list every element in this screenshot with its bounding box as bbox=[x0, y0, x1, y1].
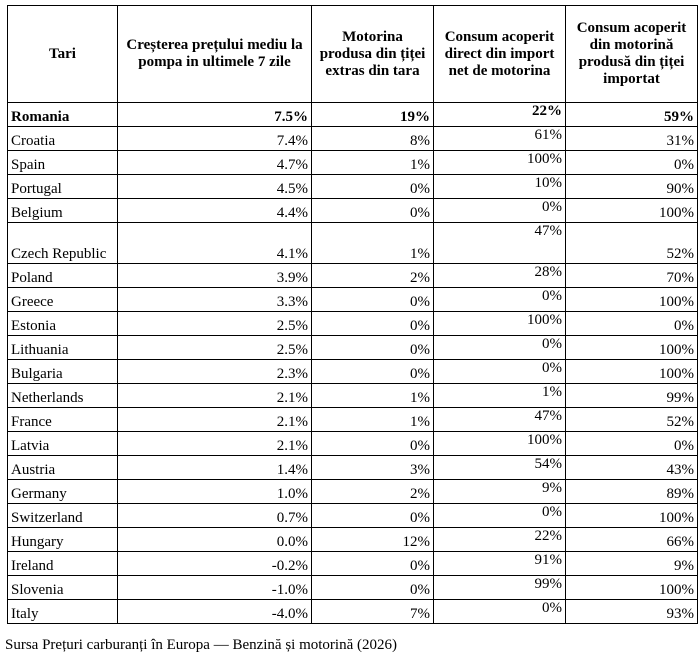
cell-domestic-crude: 19% bbox=[312, 103, 434, 127]
table-row bbox=[8, 528, 698, 552]
cell-domestic-crude: 7% bbox=[312, 600, 434, 624]
cell-price-change: 0.0% bbox=[118, 528, 312, 552]
cell-domestic-crude: 0% bbox=[312, 504, 434, 528]
header-net-import: Consum acoperit direct din import net de motorina bbox=[434, 6, 566, 103]
cell-domestic-crude: 8% bbox=[312, 127, 434, 151]
header-imported-crude: Consum acoperit din motorină produsă din țiței importat bbox=[566, 6, 698, 103]
cell-net-import: 0% bbox=[434, 336, 566, 360]
table-row bbox=[8, 312, 698, 336]
cell-country: Austria bbox=[8, 456, 118, 480]
cell-country: Belgium bbox=[8, 199, 118, 223]
cell-net-import: 91% bbox=[434, 552, 566, 576]
cell-net-import: 61% bbox=[434, 127, 566, 151]
cell-price-change: 2.1% bbox=[118, 384, 312, 408]
cell-domestic-crude: 1% bbox=[312, 223, 434, 264]
table-row bbox=[8, 432, 698, 456]
header-country: Tari bbox=[8, 6, 118, 103]
table-row bbox=[8, 151, 698, 175]
cell-imported-crude: 0% bbox=[566, 151, 698, 175]
table-row bbox=[8, 480, 698, 504]
table-row bbox=[8, 552, 698, 576]
cell-domestic-crude: 1% bbox=[312, 408, 434, 432]
table-body bbox=[8, 103, 698, 624]
table-row bbox=[8, 103, 698, 127]
cell-price-change: 4.7% bbox=[118, 151, 312, 175]
cell-country: Czech Republic bbox=[8, 223, 118, 264]
table-row bbox=[8, 175, 698, 199]
cell-price-change: 7.4% bbox=[118, 127, 312, 151]
cell-imported-crude: 100% bbox=[566, 360, 698, 384]
cell-imported-crude: 9% bbox=[566, 552, 698, 576]
cell-net-import: 100% bbox=[434, 312, 566, 336]
cell-country: Ireland bbox=[8, 552, 118, 576]
table-row bbox=[8, 199, 698, 223]
cell-price-change: 0.7% bbox=[118, 504, 312, 528]
table-row bbox=[8, 223, 698, 264]
cell-imported-crude: 52% bbox=[566, 223, 698, 264]
cell-net-import: 54% bbox=[434, 456, 566, 480]
cell-country: Latvia bbox=[8, 432, 118, 456]
cell-country: Netherlands bbox=[8, 384, 118, 408]
cell-net-import: 9% bbox=[434, 480, 566, 504]
cell-price-change: 4.5% bbox=[118, 175, 312, 199]
cell-net-import: 0% bbox=[434, 199, 566, 223]
cell-price-change: 4.4% bbox=[118, 199, 312, 223]
cell-country: Estonia bbox=[8, 312, 118, 336]
cell-country: Hungary bbox=[8, 528, 118, 552]
cell-imported-crude: 90% bbox=[566, 175, 698, 199]
cell-price-change: 7.5% bbox=[118, 103, 312, 127]
table-row bbox=[8, 408, 698, 432]
cell-price-change: 3.9% bbox=[118, 264, 312, 288]
cell-domestic-crude: 3% bbox=[312, 456, 434, 480]
table-row bbox=[8, 504, 698, 528]
cell-domestic-crude: 0% bbox=[312, 336, 434, 360]
cell-domestic-crude: 0% bbox=[312, 312, 434, 336]
cell-domestic-crude: 0% bbox=[312, 175, 434, 199]
cell-net-import: 47% bbox=[434, 408, 566, 432]
table-row bbox=[8, 264, 698, 288]
cell-price-change: 4.1% bbox=[118, 223, 312, 264]
cell-imported-crude: 66% bbox=[566, 528, 698, 552]
table-row bbox=[8, 336, 698, 360]
cell-net-import: 0% bbox=[434, 504, 566, 528]
cell-price-change: 3.3% bbox=[118, 288, 312, 312]
cell-net-import: 0% bbox=[434, 600, 566, 624]
cell-price-change: -0.2% bbox=[118, 552, 312, 576]
cell-net-import: 100% bbox=[434, 432, 566, 456]
cell-net-import: 0% bbox=[434, 288, 566, 312]
cell-imported-crude: 100% bbox=[566, 288, 698, 312]
cell-domestic-crude: 2% bbox=[312, 480, 434, 504]
cell-country: Croatia bbox=[8, 127, 118, 151]
cell-domestic-crude: 0% bbox=[312, 288, 434, 312]
cell-country: Poland bbox=[8, 264, 118, 288]
header-domestic-crude: Motorina produsa din țiței extras din tara bbox=[312, 6, 434, 103]
table-row bbox=[8, 360, 698, 384]
cell-country: Bulgaria bbox=[8, 360, 118, 384]
fuel-data-table bbox=[7, 5, 698, 624]
cell-domestic-crude: 0% bbox=[312, 552, 434, 576]
cell-price-change: 2.3% bbox=[118, 360, 312, 384]
cell-country: Switzerland bbox=[8, 504, 118, 528]
table-row bbox=[8, 127, 698, 151]
cell-imported-crude: 100% bbox=[566, 199, 698, 223]
cell-imported-crude: 43% bbox=[566, 456, 698, 480]
cell-net-import: 100% bbox=[434, 151, 566, 175]
cell-net-import: 1% bbox=[434, 384, 566, 408]
cell-imported-crude: 59% bbox=[566, 103, 698, 127]
cell-imported-crude: 70% bbox=[566, 264, 698, 288]
cell-country: Greece bbox=[8, 288, 118, 312]
cell-net-import: 22% bbox=[434, 103, 566, 127]
cell-net-import: 99% bbox=[434, 576, 566, 600]
source-caption: Sursa Prețuri carburanți în Europa — Benzină și motorină (2026) bbox=[5, 637, 397, 653]
table-row bbox=[8, 576, 698, 600]
table-row bbox=[8, 384, 698, 408]
cell-price-change: 1.0% bbox=[118, 480, 312, 504]
cell-imported-crude: 89% bbox=[566, 480, 698, 504]
table-row bbox=[8, 600, 698, 624]
cell-country: Slovenia bbox=[8, 576, 118, 600]
cell-price-change: -1.0% bbox=[118, 576, 312, 600]
cell-net-import: 10% bbox=[434, 175, 566, 199]
cell-net-import: 22% bbox=[434, 528, 566, 552]
cell-price-change: 2.1% bbox=[118, 408, 312, 432]
cell-country: Lithuania bbox=[8, 336, 118, 360]
cell-imported-crude: 31% bbox=[566, 127, 698, 151]
cell-domestic-crude: 12% bbox=[312, 528, 434, 552]
cell-imported-crude: 100% bbox=[566, 336, 698, 360]
cell-imported-crude: 93% bbox=[566, 600, 698, 624]
table-row bbox=[8, 288, 698, 312]
cell-domestic-crude: 0% bbox=[312, 199, 434, 223]
cell-country: Germany bbox=[8, 480, 118, 504]
table-header-row bbox=[8, 6, 698, 103]
cell-domestic-crude: 1% bbox=[312, 384, 434, 408]
cell-imported-crude: 0% bbox=[566, 432, 698, 456]
cell-price-change: 2.5% bbox=[118, 336, 312, 360]
cell-country: Italy bbox=[8, 600, 118, 624]
cell-imported-crude: 100% bbox=[566, 576, 698, 600]
cell-imported-crude: 0% bbox=[566, 312, 698, 336]
cell-country: Spain bbox=[8, 151, 118, 175]
header-price-change: Creșterea prețului mediu la pompa in ultimele 7 zile bbox=[118, 6, 312, 103]
cell-country: Romania bbox=[8, 103, 118, 127]
cell-domestic-crude: 2% bbox=[312, 264, 434, 288]
cell-net-import: 0% bbox=[434, 360, 566, 384]
table-row bbox=[8, 456, 698, 480]
cell-price-change: 2.5% bbox=[118, 312, 312, 336]
cell-imported-crude: 99% bbox=[566, 384, 698, 408]
cell-imported-crude: 100% bbox=[566, 504, 698, 528]
cell-domestic-crude: 0% bbox=[312, 360, 434, 384]
cell-country: Portugal bbox=[8, 175, 118, 199]
cell-domestic-crude: 0% bbox=[312, 576, 434, 600]
cell-price-change: 2.1% bbox=[118, 432, 312, 456]
cell-domestic-crude: 1% bbox=[312, 151, 434, 175]
cell-country: France bbox=[8, 408, 118, 432]
cell-domestic-crude: 0% bbox=[312, 432, 434, 456]
cell-price-change: -4.0% bbox=[118, 600, 312, 624]
cell-imported-crude: 52% bbox=[566, 408, 698, 432]
cell-net-import: 47% bbox=[434, 223, 566, 264]
cell-net-import: 28% bbox=[434, 264, 566, 288]
cell-price-change: 1.4% bbox=[118, 456, 312, 480]
